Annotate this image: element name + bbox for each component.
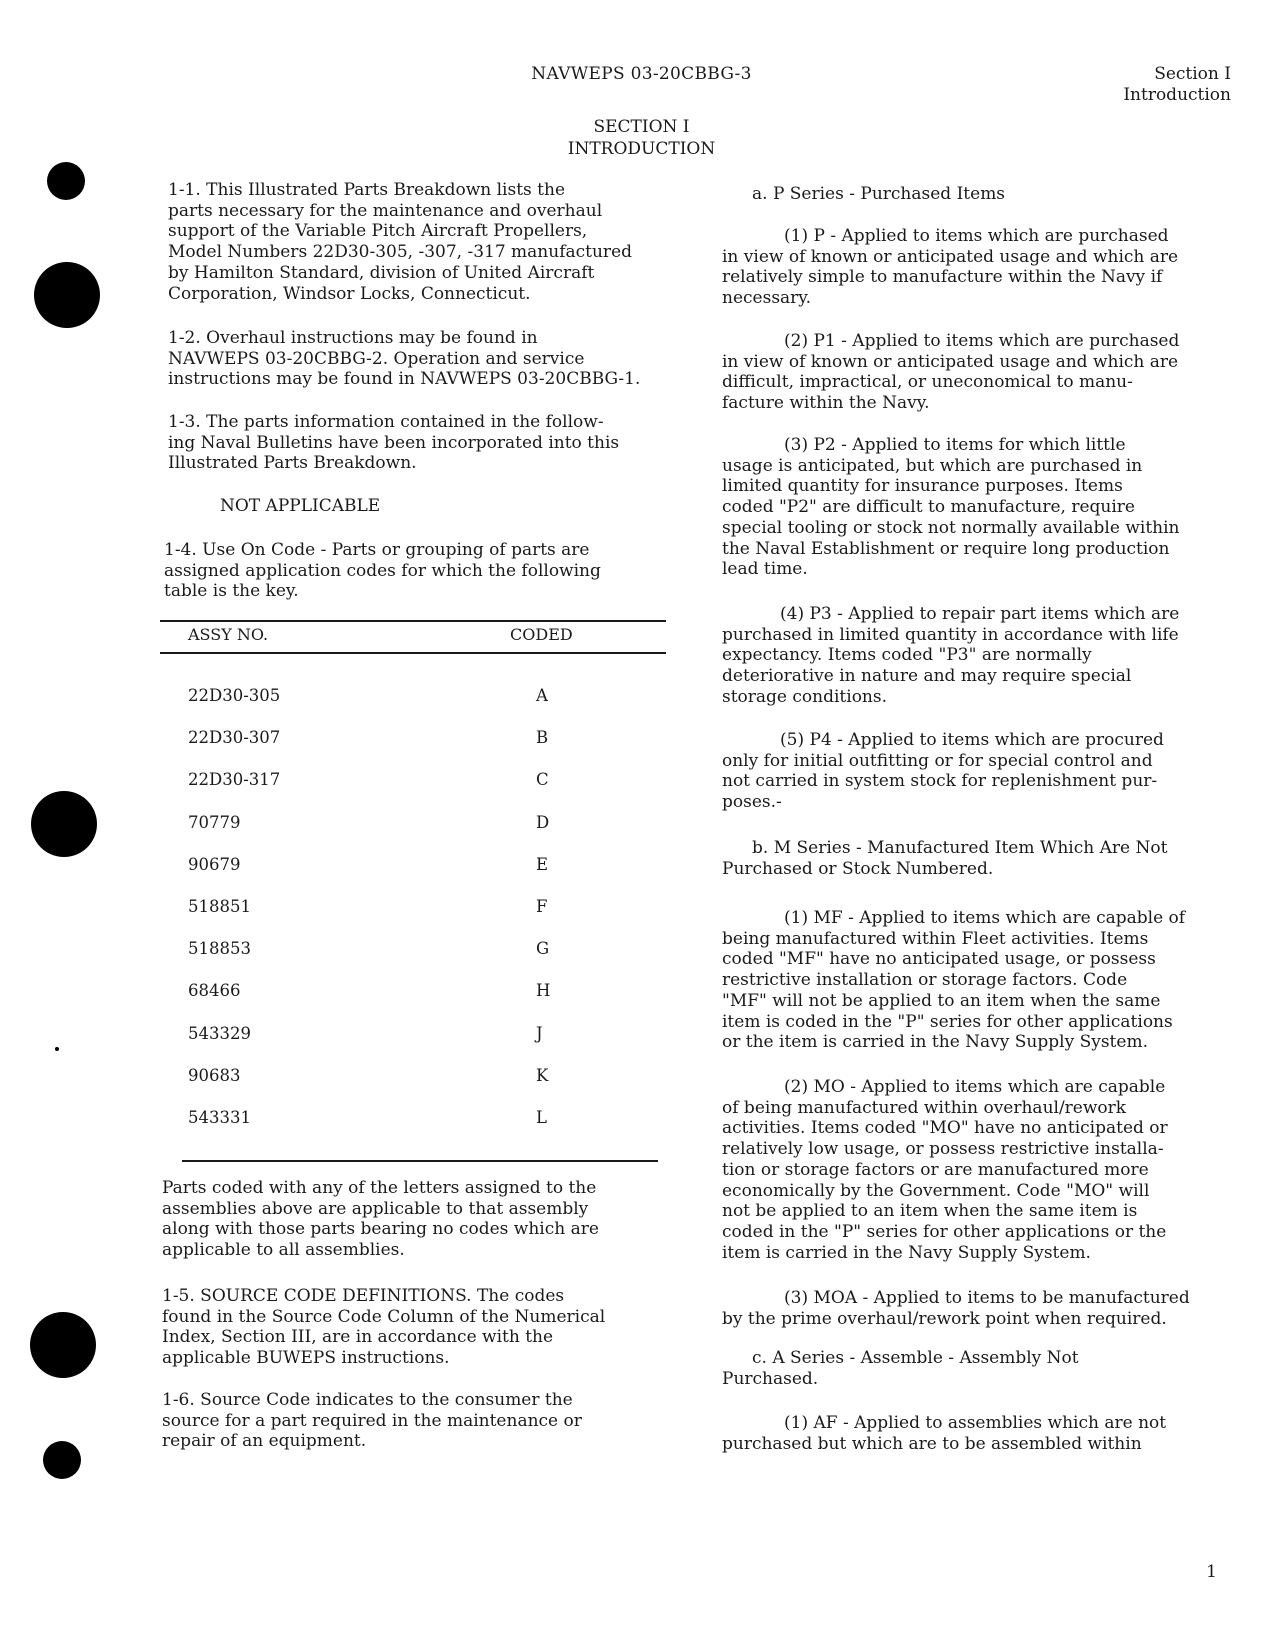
punch-hole [43, 1441, 81, 1479]
table-cell-code: H [536, 981, 551, 1001]
text-line: 1-4. Use On Code - Parts or grouping of parts are [164, 540, 590, 560]
page-number: 1 [1206, 1562, 1217, 1582]
table-cell-assy: 518853 [188, 939, 251, 959]
text-line: (4) P3 - Applied to repair part items which are [780, 604, 1180, 624]
text-line: repair of an equipment. [162, 1431, 367, 1452]
text-line: only for initial outfitting or for special control and [722, 750, 1153, 771]
text-line: (2) MO - Applied to items which are capable [784, 1077, 1166, 1097]
table-cell-assy: 90683 [188, 1065, 241, 1085]
text-line: b. M Series - Manufactured Item Which Are Not [752, 838, 1168, 858]
text-line: found in the Source Code Column of the Numerical [162, 1306, 606, 1327]
table-cell-assy: 68466 [188, 981, 241, 1001]
table-cell-assy: 22D30-307 [188, 728, 281, 748]
text-line: coded in the "P" series for other applications or the [722, 1221, 1167, 1242]
text-line: the Naval Establishment or require long production [722, 538, 1170, 559]
text-line: parts necessary for the maintenance and overhaul [168, 200, 603, 221]
text-line: 1-5. SOURCE CODE DEFINITIONS. The codes [162, 1286, 565, 1306]
text-line: usage is anticipated, but which are purchased in [722, 455, 1143, 476]
table-cell-assy: 543331 [188, 1108, 251, 1127]
text-line: 1-6. Source Code indicates to the consumer the [162, 1390, 573, 1410]
text-line: difficult, impractical, or uneconomical to manu- [722, 372, 1133, 393]
text-line: by the prime overhaul/rework point when required. [722, 1308, 1167, 1329]
text-line: restrictive installation or storage factors. Code [722, 970, 1128, 991]
punch-hole [30, 1312, 96, 1378]
paragraph-1-5 [162, 1286, 605, 1369]
text-line: (3) P2 - Applied to items for which little [784, 435, 1126, 455]
text-line: (1) P - Applied to items which are purchased [784, 226, 1169, 246]
text-line: storage conditions. [722, 686, 888, 707]
table-cell-assy: 22D30-305 [188, 686, 281, 705]
punch-hole [31, 791, 97, 857]
text-line: purchased in limited quantity in accordance with life [722, 624, 1179, 645]
text-line: coded "P2" are difficult to manufacture, require [722, 497, 1135, 518]
subsection-c-heading [722, 1348, 1079, 1389]
text-line: Model Numbers 22D30-305, -307, -317 manufactured [168, 242, 633, 263]
text-line: assigned application codes for which the following [164, 560, 601, 581]
table-cell-assy: 70779 [188, 812, 241, 832]
paragraph-1-4 [164, 540, 601, 602]
text-line: Purchased. [722, 1368, 819, 1389]
text-line: tion or storage factors or are manufactured more [722, 1159, 1149, 1180]
table-cell-code: L [536, 1108, 547, 1127]
title-line-2: INTRODUCTION [567, 139, 716, 159]
text-line: deteriorative in nature and may require special [722, 666, 1132, 687]
text-line: facture within the Navy. [722, 393, 930, 414]
paragraph-parts-coded [162, 1178, 599, 1261]
text-line: 1-1. This Illustrated Parts Breakdown lists the [168, 180, 566, 200]
page-title [0, 116, 1283, 160]
text-line: item is coded in the "P" series for other applications [722, 1011, 1173, 1032]
text-line: instructions may be found in NAVWEPS 03-20CBBG-1. [168, 369, 641, 390]
subsection-a-heading: a. P Series - Purchased Items [752, 184, 1006, 204]
text-line: special tooling or stock not normally available within [722, 517, 1180, 538]
text-line: relatively simple to manufacture within the Navy if [722, 267, 1163, 288]
subsection-b-heading [722, 838, 1167, 879]
item-a-2 [722, 331, 1179, 414]
table-cell-assy: 90679 [188, 854, 241, 874]
table-cell-code: G [536, 939, 550, 959]
document-number: NAVWEPS 03-20CBBG-3 [531, 64, 752, 84]
table-cell-code: D [536, 812, 550, 832]
text-line: Index, Section III, are in accordance with the [162, 1327, 554, 1348]
paragraph-1-6 [162, 1390, 582, 1452]
section-header [1123, 64, 1231, 106]
text-line: not carried in system stock for replenishment pur- [722, 771, 1158, 792]
not-applicable: NOT APPLICABLE [220, 496, 381, 516]
text-line: (1) AF - Applied to assemblies which are not [784, 1413, 1167, 1433]
text-line: of being manufactured within overhaul/rework [722, 1097, 1127, 1118]
text-line: Corporation, Windsor Locks, Connecticut. [168, 283, 531, 304]
item-a-4 [722, 604, 1179, 708]
text-line: by Hamilton Standard, division of United Aircraft [168, 262, 595, 283]
item-a-3 [722, 435, 1179, 580]
item-b-1 [722, 908, 1185, 1053]
text-line: necessary. [722, 288, 812, 309]
text-line: or the item is carried in the Navy Supply System. [722, 1032, 1148, 1053]
text-line: not be applied to an item when the same item is [722, 1201, 1138, 1222]
text-line: relatively low usage, or possess restrictive installa- [722, 1139, 1164, 1160]
item-b-3 [722, 1288, 1190, 1329]
text-line: support of the Variable Pitch Aircraft Propellers, [168, 221, 588, 242]
text-line: activities. Items coded "MO" have no anticipated or [722, 1118, 1168, 1139]
text-line: economically by the Government. Code "MO" will [722, 1180, 1150, 1201]
text-line: (3) MOA - Applied to items to be manufactured [784, 1288, 1190, 1308]
text-line: along with those parts bearing no codes which are [162, 1219, 599, 1240]
title-line-1: SECTION I [593, 117, 690, 137]
text-line: c. A Series - Assemble - Assembly Not [752, 1348, 1079, 1368]
text-line: being manufactured within Fleet activities. Items [722, 928, 1149, 949]
text-line: source for a part required in the maintenance or [162, 1410, 582, 1431]
text-line: in view of known or anticipated usage and which are [722, 246, 1179, 267]
table-header-assy: ASSY NO. [188, 625, 269, 644]
table-cell-code: E [536, 854, 549, 874]
table-cell-assy: 543329 [188, 1023, 251, 1043]
text-line: ing Naval Bulletins have been incorporated into this [168, 432, 620, 453]
table-bottom-rule [182, 1160, 658, 1162]
item-a-1 [722, 226, 1178, 309]
text-line: table is the key. [164, 581, 299, 602]
text-line: (5) P4 - Applied to items which are procured [780, 730, 1164, 750]
item-b-2 [722, 1077, 1168, 1263]
item-c-1 [722, 1413, 1166, 1454]
text-line: assemblies above are applicable to that assembly [162, 1198, 589, 1219]
text-line: (2) P1 - Applied to items which are purchased [784, 331, 1180, 351]
text-line: NAVWEPS 03-20CBBG-2. Operation and service [168, 348, 585, 369]
text-line: poses.- [722, 792, 782, 813]
text-line: lead time. [722, 559, 808, 580]
text-line: in view of known or anticipated usage and which are [722, 351, 1179, 372]
margin-dot [55, 1047, 59, 1051]
text-line: purchased but which are to be assembled within [722, 1433, 1142, 1454]
table-cell-code: J [536, 1023, 543, 1043]
paragraph-1-2 [168, 328, 640, 390]
text-line: Parts coded with any of the letters assigned to the [162, 1178, 597, 1198]
text-line: applicable BUWEPS instructions. [162, 1348, 450, 1369]
text-line: Illustrated Parts Breakdown. [168, 453, 417, 474]
table-cell-code: B [536, 728, 549, 748]
text-line: (1) MF - Applied to items which are capable of [784, 908, 1186, 928]
table-cell-code: C [536, 770, 549, 790]
text-line: coded "MF" have no anticipated usage, or possess [722, 949, 1156, 970]
punch-hole [47, 162, 85, 200]
text-line: 1-3. The parts information contained in the follow- [168, 412, 604, 432]
section-name: Introduction [1123, 85, 1231, 105]
text-line: item is carried in the Navy Supply System. [722, 1242, 1091, 1263]
paragraph-1-1 [168, 180, 632, 304]
table-header-coded: CODED [510, 625, 573, 644]
table-cell-code: K [536, 1065, 549, 1085]
table-cell-assy: 518851 [188, 897, 251, 916]
paragraph-1-3 [168, 412, 619, 474]
table-cell-code: F [536, 897, 548, 916]
text-line: limited quantity for insurance purposes. Items [722, 476, 1123, 497]
text-line: Purchased or Stock Numbered. [722, 858, 994, 879]
section-label: Section I [1154, 64, 1231, 84]
text-line: 1-2. Overhaul instructions may be found in [168, 328, 538, 348]
text-line: "MF" will not be applied to an item when the same [722, 990, 1161, 1011]
text-line: applicable to all assemblies. [162, 1240, 405, 1261]
table-cell-code: A [536, 686, 548, 705]
table-top-rule [160, 620, 666, 622]
table-header-rule [160, 652, 666, 654]
punch-hole [34, 262, 100, 328]
text-line: expectancy. Items coded "P3" are normally [722, 645, 1092, 666]
item-a-5 [722, 730, 1164, 813]
table-cell-assy: 22D30-317 [188, 770, 281, 790]
